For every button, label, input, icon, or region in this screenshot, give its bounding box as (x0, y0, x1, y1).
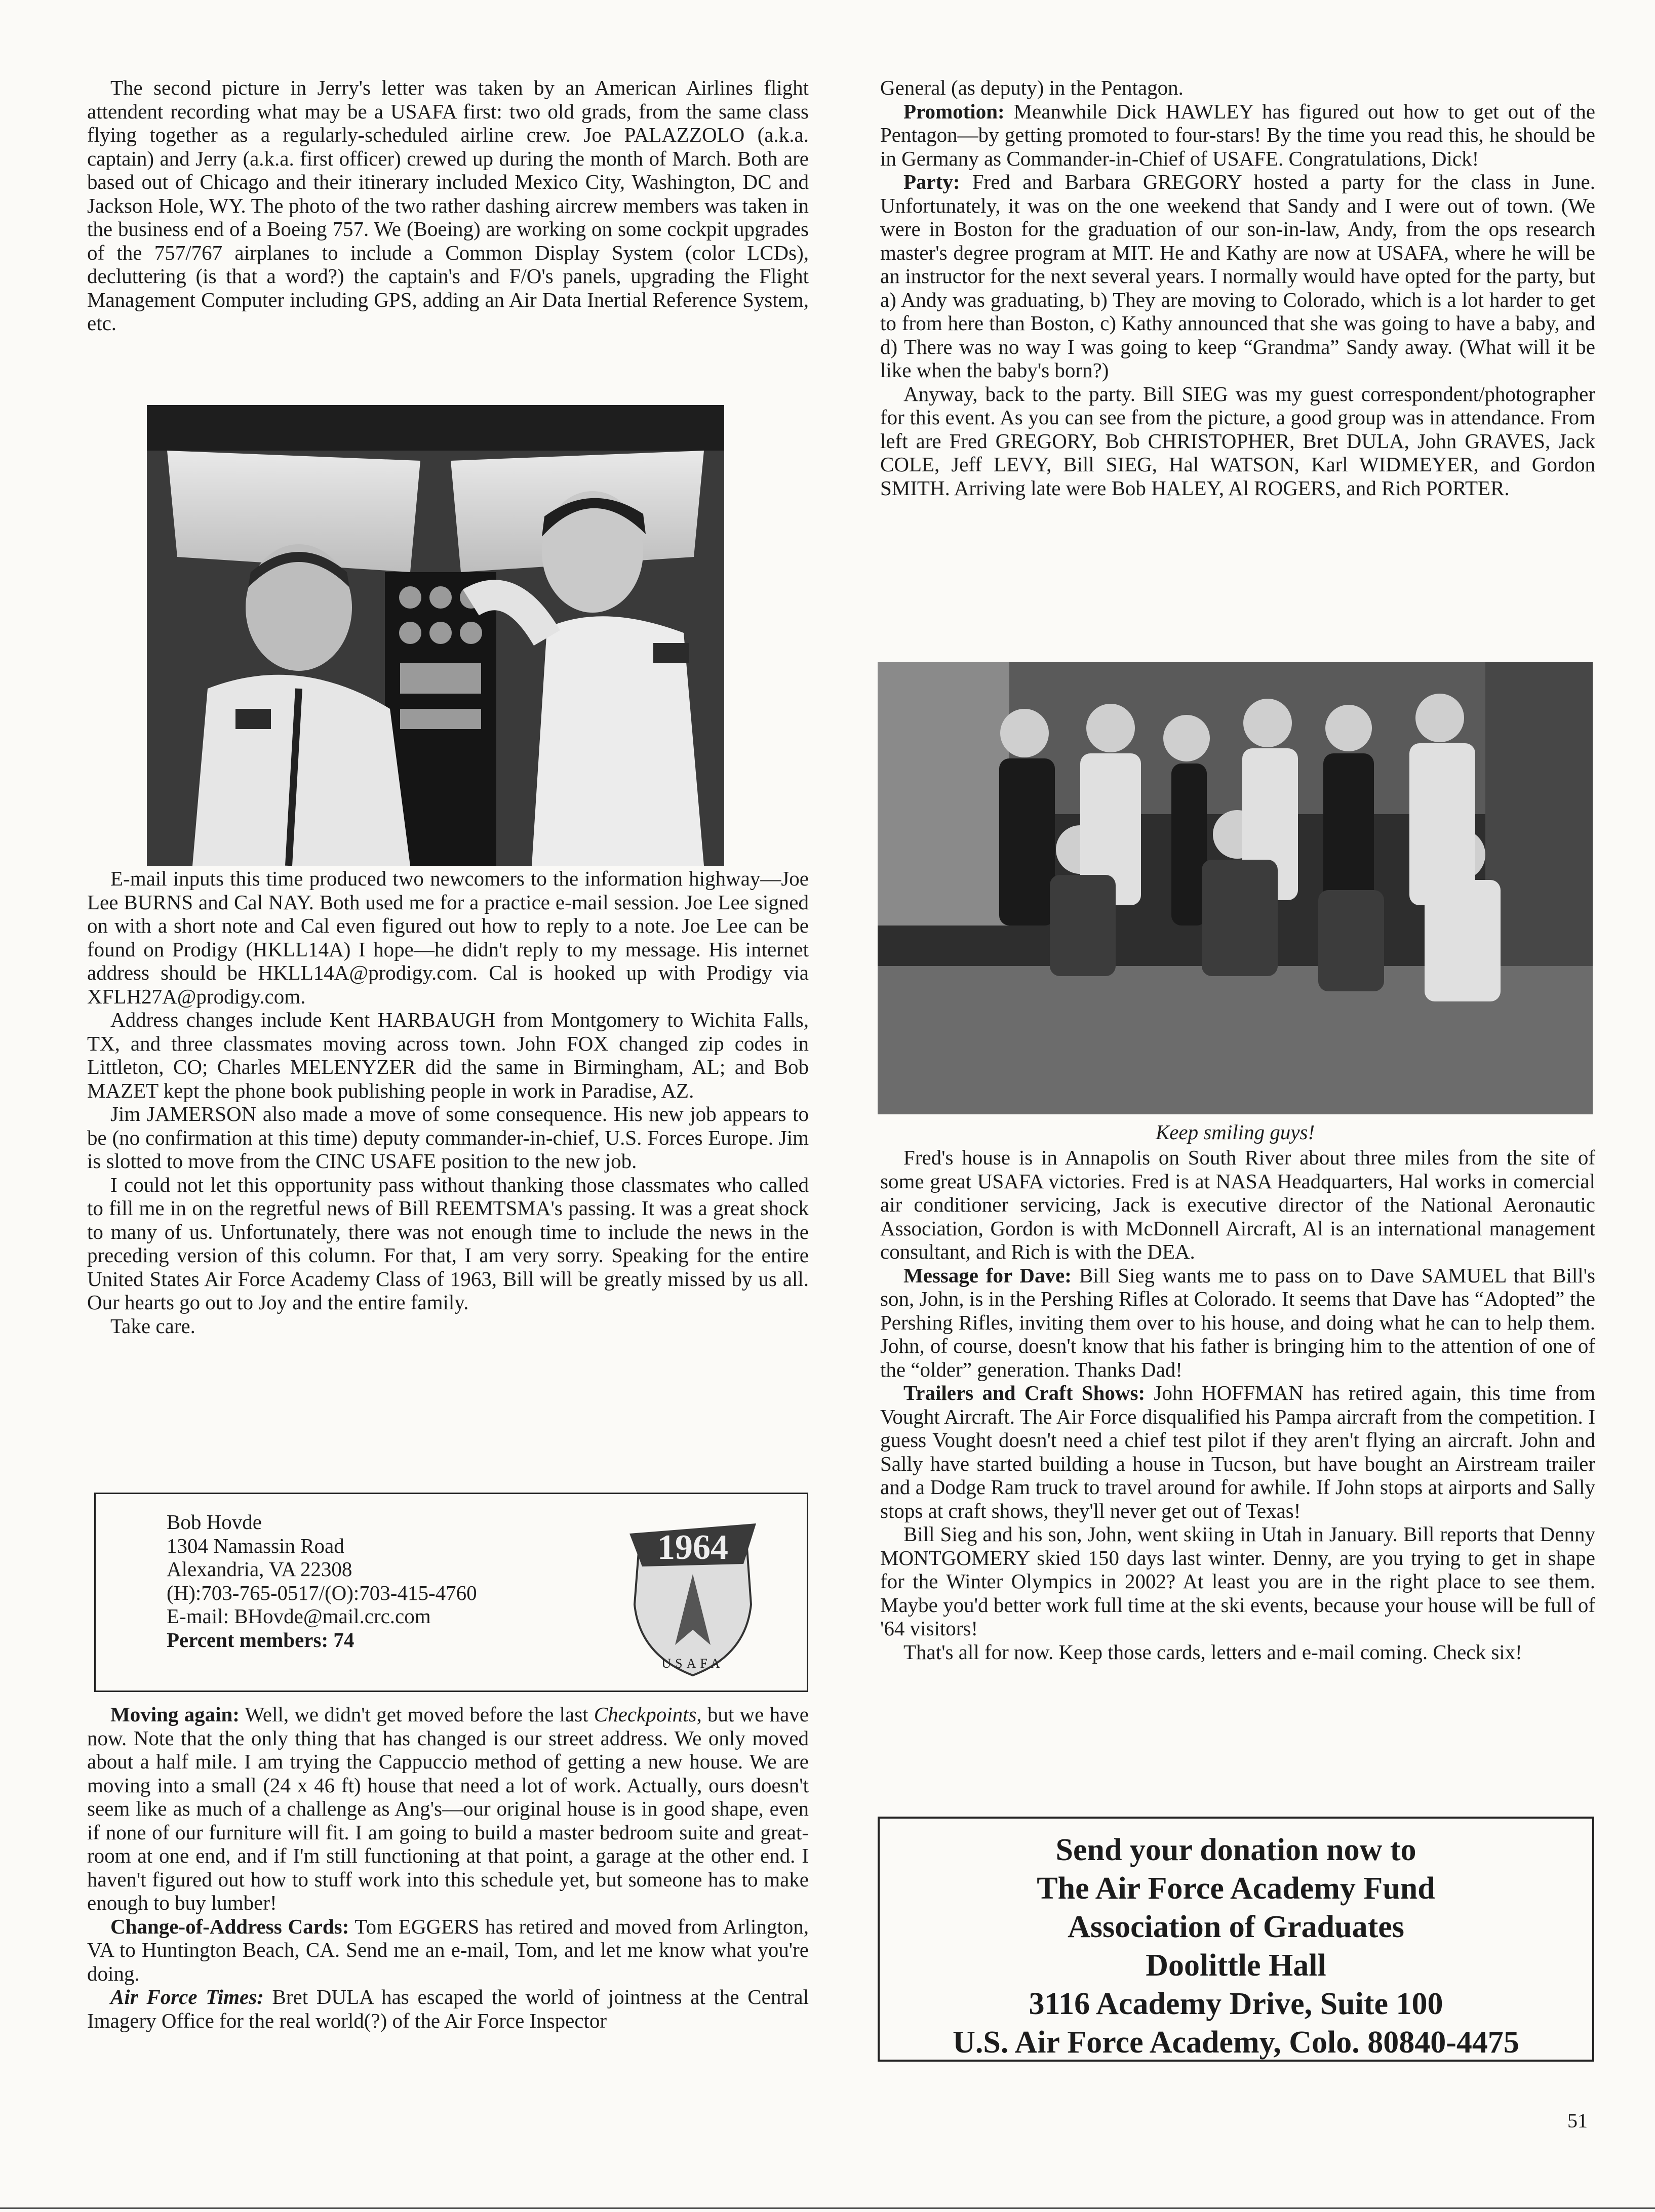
moving-text-b: , but we have now. Note that the only thing that has changed is our street address. We only moved about a half mile. I am trying the Cappuccio method of getting a new house. We are moving into a small (24 x 46 ft) house that need a lot of work. Actually, ours doesn't seem like as much of a challenge as Ang's—our original house is in good shape, even if none of our furniture will fit. I am going to build a master bedroom suite and great-room at one end, and if I'm still functioning at that point, a garage at the other end. I haven't figured out how to stuff work into this schedule yet, but someone has to make enough to buy lumber! (87, 1703, 809, 1914)
donation-line-6: U.S. Air Force Academy, Colo. 80840-4475 (953, 2025, 1519, 2060)
paragraph-email: E-mail inputs this time produced two newcomers to the information highway—Joe Lee BURNS and Cal NAY. Both used me for a practice e-mail session. Joe Lee signed on with a short note and Cal even figured out how to reply to a note. Joe Lee can be found on Prodigy (HKLL14A) I hope—he didn't reply to my message. His internet address should be HKLL14A@prodigy.com. Cal is hooked up with Prodigy via XFLH27A@prodigy.com. (87, 867, 809, 1008)
right-column-bottom (880, 1146, 1595, 1664)
message-label: Message for Dave: (903, 1263, 1072, 1287)
scribe-email: E-mail: BHovde@mail.crc.com (167, 1604, 431, 1628)
party-label: Party: (903, 170, 960, 193)
donation-line-4: Doolittle Hall (1146, 1948, 1326, 1983)
paragraph-fred-house: Fred's house is in Annapolis on South River about three miles from the site of some great USAFA victories. Fred is at NASA Headquarters, Hal works in comercial air conditioner servicing, Jack is executive director of the National Aeronautic Association, Gordon is with McDonnell Aircraft, Al is an international management consultant, and Rich is with the DEA. (880, 1146, 1595, 1263)
donation-line-2: The Air Force Academy Fund (1037, 1871, 1435, 1906)
address-lines (167, 1510, 477, 1652)
trailers-text: John HOFFMAN has retired again, this time from Vought Aircraft. The Air Force disqualified his Pampa aircraft from the competition. I guess Vought doesn't need a chief test pilot if they aren't flying an aircraft. John and Sally have started building a house in Tucson, but have bought an Airstream trailer and a Dodge Ram truck to travel around for awhile. If John stops at airports and Sally stops at craft shows, they'll never get out of Texas! (880, 1381, 1595, 1522)
paragraph-message-for-dave (880, 1264, 1595, 1382)
promotion-label: Promotion: (903, 99, 1005, 123)
checkpoints-italic: Checkpoints (594, 1703, 697, 1726)
percent-members: Percent members: 74 (167, 1628, 354, 1652)
party-text: Fred and Barbara GREGORY hosted a party for the class in June. Unfortunately, it was on the one weekend that Sandy and I were out of town. (We were in Boston for the graduation of our son-in-law, Andy, from the ops research master's degree program at MIT. He and Kathy are now at USAFA, where he will be an instructor for the next several years. I normally would have opted for the party, but a) Andy was graduating, b) They are moving to Colorado, which is a lot harder to get to from here than Boston, c) Kathy announced that she was going to have a baby, and d) There was no way I was going to keep “Grandma” Sandy away. (What will it be like when the baby's born?) (880, 170, 1595, 382)
scribe-street: 1304 Namassin Road (167, 1534, 344, 1557)
scribe-phone: (H):703-765-0517/(O):703-415-4760 (167, 1581, 477, 1604)
donation-line-1: Send your donation now to (1055, 1833, 1416, 1867)
message-text: Bill Sieg wants me to pass on to Dave SAMUEL that Bill's son, John, is in the Pershing Rifles at Colorado. It seems that Dave has “Adopted” the Pershing Rifles, inviting them over to his house, and doing what he can to help them. John, of course, doesn't know that his father is bringing him to the attention of one of the “older” generation. Thanks Dad! (880, 1263, 1595, 1381)
paragraph-address-changes: Address changes include Kent HARBAUGH from Montgomery to Wichita Falls, TX, and three classmates moving across town. John FOX changed zip codes in Littleton, CO; Charles MELENYZER did the same in Birmingham, AL; and Bob MAZET kept the phone book publishing people in work in Paradise, AZ. (87, 1008, 809, 1102)
scribe-city: Alexandria, VA 22308 (167, 1557, 352, 1581)
coa-text: Tom EGGERS has retired and moved from Arlington, VA to Huntington Beach, CA. Send me an e-mail, Tom, and let me know what you're doing. (87, 1914, 809, 1985)
left-column-top (87, 76, 809, 335)
class-crest-icon (624, 1503, 761, 1680)
paragraph-moving-again (87, 1703, 809, 1915)
photo-caption: Keep smiling guys! (1155, 1120, 1315, 1144)
scribe-name: Bob Hovde (167, 1510, 262, 1534)
aft-label: Air Force Times: (110, 1985, 264, 2008)
group-party-photo (878, 662, 1593, 1114)
moving-text-a: Well, we didn't get moved before the last (239, 1703, 594, 1726)
paragraph-closing: That's all for now. Keep those cards, letters and e-mail coming. Check six! (903, 1640, 1522, 1664)
paragraph-trailers (880, 1381, 1595, 1522)
moving-label: Moving again: (110, 1703, 240, 1726)
donation-line-3: Association of Graduates (1068, 1910, 1404, 1944)
donation-line-5: 3116 Academy Drive, Suite 100 (1029, 1987, 1443, 2021)
promotion-text: Meanwhile Dick HAWLEY has figured out how to get out of the Pentagon—by getting promoted to four-stars! By the time you read this, he should be in Germany as Commander-in-Chief of USAFE. Congratulations, Dick! (880, 99, 1595, 170)
paragraph-airline-crew: The second picture in Jerry's letter was taken by an American Airlines flight attendent recording what may be a USAFA first: two old grads, from the same class flying together as a regularly-scheduled airline crew. Joe PALAZZOLO (a.k.a. captain) and Jerry (a.k.a. first officer) crewed up during the month of March. Both are based out of Chicago and their itinerary included Mexico City, Washington, DC and Jackson Hole, WY. The photo of the two rather dashing aircrew members was taken in the business end of a Boeing 757. We (Boeing) are working on some cockpit upgrades of the 757/767 airplanes to include a Common Display System (color LCDs), decluttering (is that a word?) the captain's and F/O's panels, upgrading the Flight Management Computer including GPS, adding an Air Data Inertial Reference System, etc. (87, 76, 809, 335)
paragraph-change-of-address (87, 1915, 809, 1986)
paragraph-promotion (880, 100, 1595, 171)
right-column-top (880, 76, 1595, 500)
paragraph-general-deputy: General (as deputy) in the Pentagon. (880, 76, 1184, 99)
paragraph-jamerson: Jim JAMERSON also made a move of some consequence. His new job appears to be (no confirmation at this time) deputy commander-in-chief, U.S. Forces Europe. Jim is slotted to move from the CINC USAFE position to the new job. (87, 1102, 809, 1173)
donation-box (878, 1817, 1594, 2062)
paragraph-reemtsma: I could not let this opportunity pass without thanking those classmates who called to fill me in on the regretful news of Bill REEMTSMA's passing. It was a great shock to many of us. Unfortunately, there was not enough time to include the news in the preceding version of this column. For that, I am very sorry. Speaking for the entire United States Air Force Academy Class of 1963, Bill will be greatly missed by us all. Our hearts go out to Joy and the entire family. (87, 1173, 809, 1314)
crest-letters: USAFA (661, 1656, 724, 1671)
coa-label: Change-of-Address Cards: (110, 1914, 349, 1938)
class-scribe-address-box (94, 1493, 808, 1692)
left-column-middle (87, 867, 809, 1338)
paragraph-air-force-times (87, 1985, 809, 2032)
paragraph-party (880, 170, 1595, 382)
paragraph-anyway: Anyway, back to the party. Bill SIEG was my guest correspondent/photographer for this event. As you can see from the picture, a good group was in attendance. From left are Fred GREGORY, Bob CHRISTOPHER, Bret DULA, John GRAVES, Jack COLE, Jeff LEVY, Bill SIEG, Hal WATSON, Karl WIDMEYER, and Gordon SMITH. Arriving late were Bob HALEY, Al ROGERS, and Rich PORTER. (880, 382, 1595, 500)
paragraph-take-care: Take care. (110, 1314, 195, 1338)
bottom-rule (0, 2207, 1655, 2209)
trailers-label: Trailers and Craft Shows: (903, 1381, 1146, 1404)
cockpit-photo (147, 405, 724, 866)
paragraph-skiing: Bill Sieg and his son, John, went skiing in Utah in January. Bill reports that Denny MONTGOMERY skied 150 days last winter. Denny, are you trying to get in shape for the Winter Olympics in 2002? At least you are in the right place to see them. Maybe you'd better work full time at the ski events, because your house will be full of '64 visitors! (880, 1522, 1595, 1640)
aft-text: Bret DULA has escaped the world of jointness at the Central Imagery Office for the real world(?) of the Air Force Inspector (87, 1985, 809, 2032)
crest-year: 1964 (657, 1528, 728, 1567)
page-number: 51 (1567, 2109, 1588, 2132)
left-column-bottom (87, 1703, 809, 2032)
